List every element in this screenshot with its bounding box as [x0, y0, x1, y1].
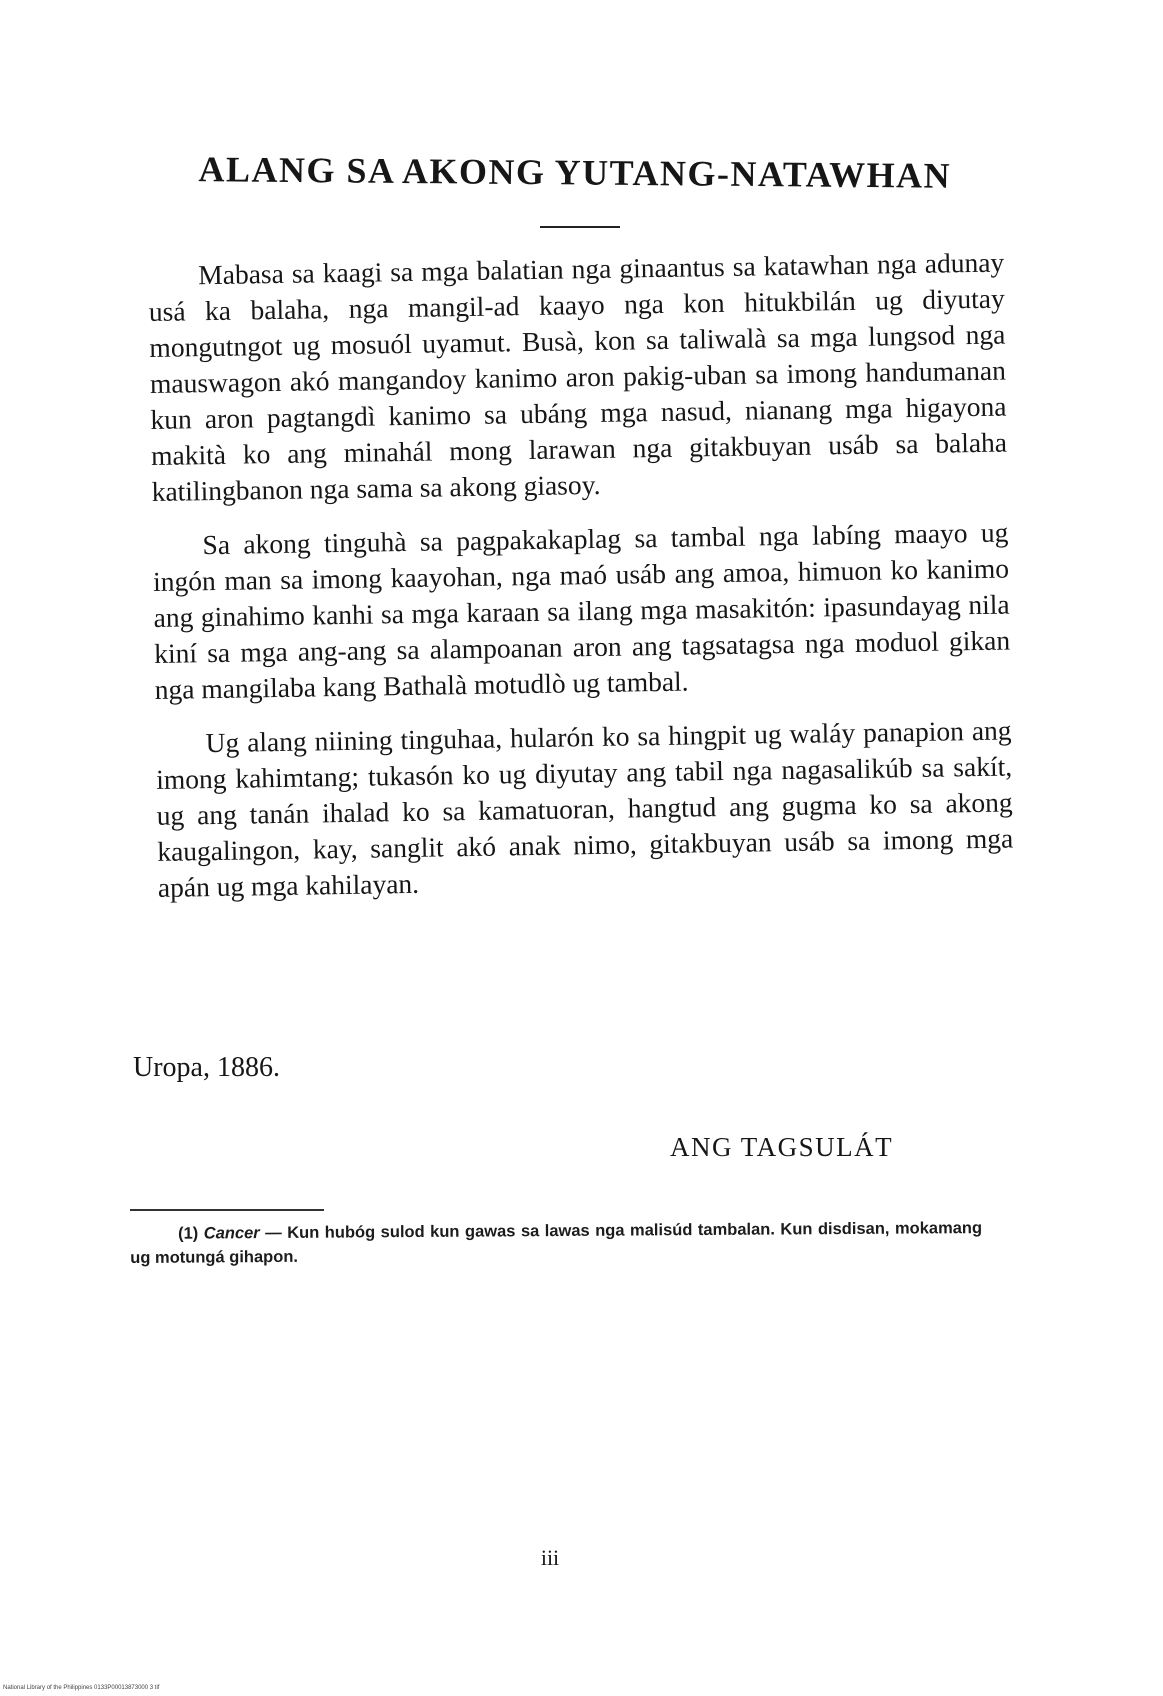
- place-date: Uropa, 1886.: [133, 1052, 280, 1083]
- paragraph-3: Ug alang niining tinguhaa, hularón ko sa hingpit ug waláy panapion ang imong kahimtang; tukasón ko ug diyutay ang tabil nga nagasalikúb sa sakít, ug ang tanán ihalad ko sa kamatuoran, hangtud ang gugma ko sa akong kaugalingon, kay, sanglit akó anak nimo, gitakbuyan usáb sa imong mga apán ug mga kahilayan.: [155, 714, 1014, 903]
- author-signature: ANG TAGSULÁT: [670, 1132, 894, 1162]
- body-text: [148, 245, 1014, 924]
- source-credit: National Library of the Philippines 0133P00013873000 3 tif: [3, 1685, 160, 1691]
- page-number: iii: [540, 1545, 560, 1570]
- footnote-text: — Kun hubóg sulod kun gawas sa lawas nga malisúd tambalan. Kun disdisan, mokamang ug motungá gihapon.: [130, 1219, 983, 1267]
- footnote-term: Cancer: [203, 1224, 260, 1243]
- footnote-marker: (1): [178, 1224, 199, 1243]
- title-divider: [540, 226, 620, 228]
- footnote-divider: [130, 1209, 324, 1211]
- footnote: [130, 1216, 982, 1270]
- paragraph-2: Sa akong tinguhà sa pagpakakaplag sa tambal nga labíng maayo ug ingón man sa imong kaayohan, nga maó usáb ang amoa, himuon ko kanimo ang ginahimo kanhi sa mga karaan sa ilang mga masakitón: ipasundayag nila kiní sa mga ang-ang sa alampoanan aron ang tagsatagsa nga moduol gikan nga mangilaba kang Bathalà motudlò ug tambal.: [152, 516, 1011, 705]
- page-title: ALANG SA AKONG YUTANG-NATAWHAN: [198, 149, 952, 196]
- paragraph-1: Mabasa sa kaagi sa mga balatian nga ginaantus sa katawhan nga adunay usá ka balaha, nga mangil-ad kaayo nga kon hitukbilán ug diyutay mongutngot ug mosuól uyamut. Busà, kon sa taliwalà sa mga lungsod nga mauswagon akó mangandoy kanimo aron pakig-uban sa imong handumanan kun aron pagtangdì kanimo sa ubáng mga nasud, nianang mga higayona makità ko ang minahál mong larawan nga gitakbuyan usáb sa balaha katilingbanon nga sama sa akong giasoy.: [148, 246, 1008, 507]
